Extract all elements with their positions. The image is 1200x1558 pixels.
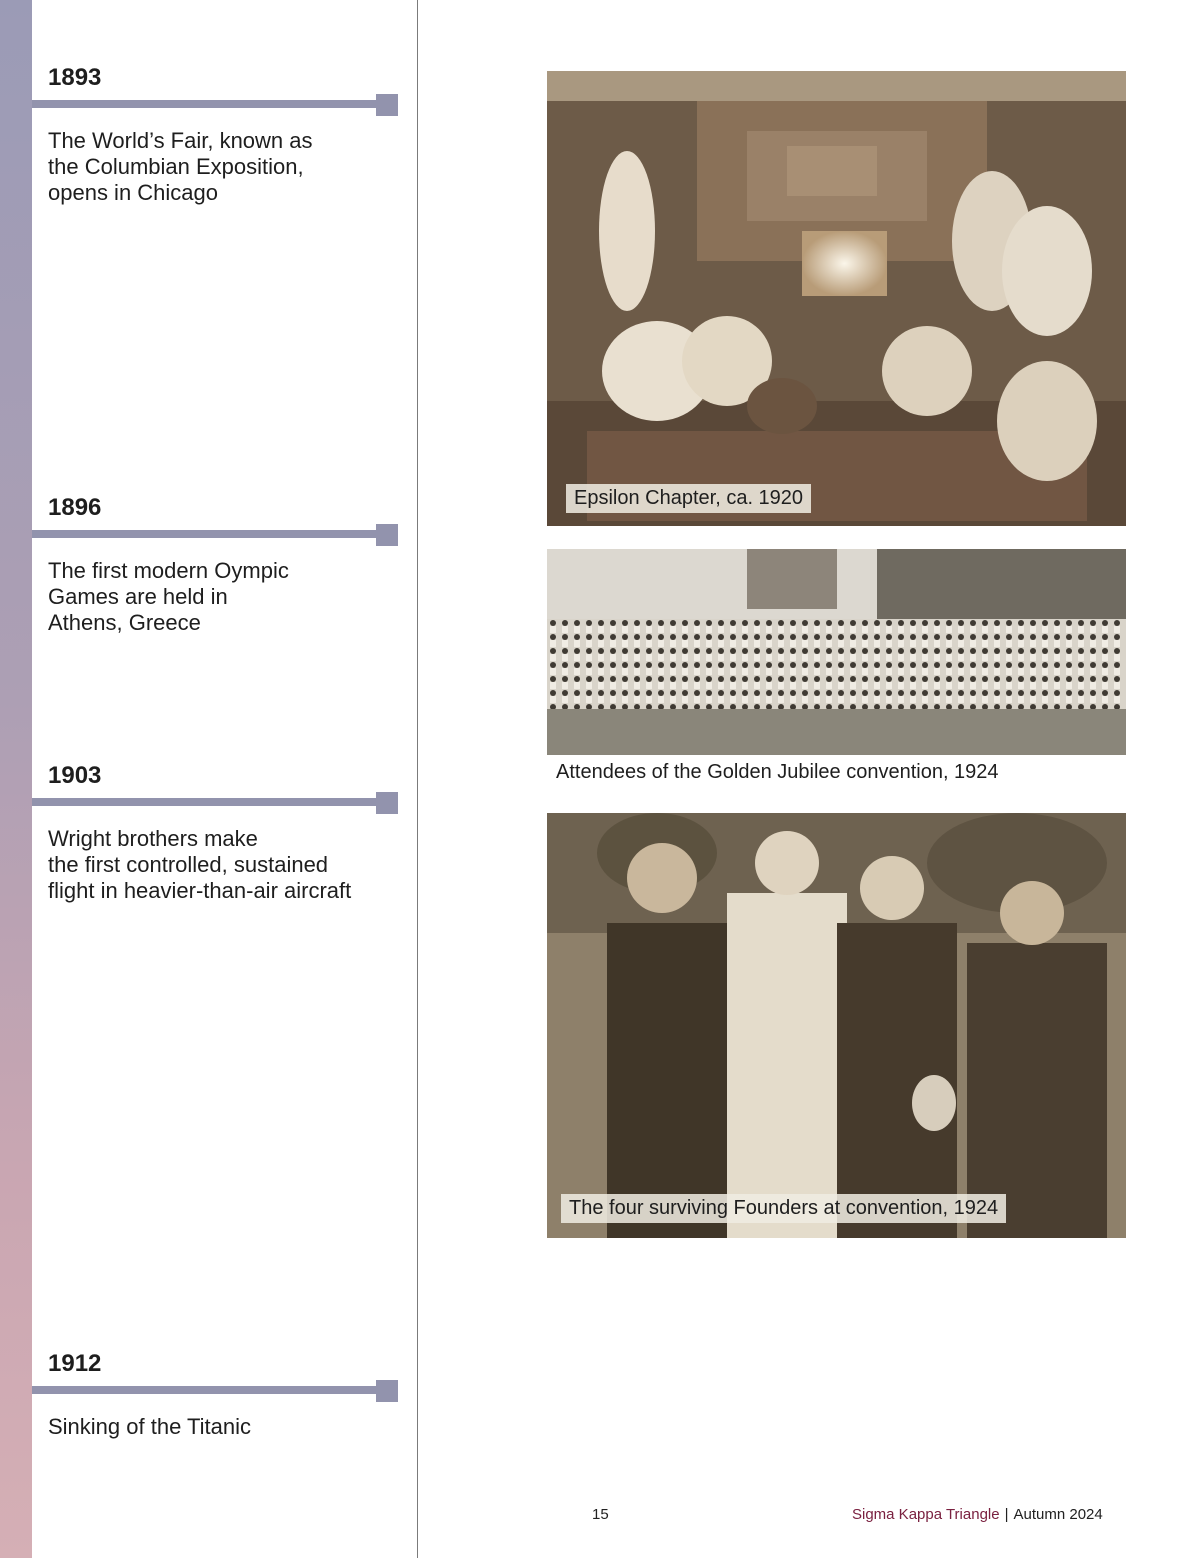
sepia-photo-fireplace-group (547, 71, 1126, 526)
event-description: Sinking of the Titanic (48, 1414, 252, 1439)
timeline-rule-marker (376, 94, 398, 116)
photo-four-founders (547, 813, 1126, 1238)
photo-caption: Epsilon Chapter, ca. 1920 (566, 484, 811, 513)
issue-label: Autumn 2024 (1013, 1506, 1103, 1523)
photo-golden-jubilee (547, 549, 1126, 755)
timeline-gradient-bar (0, 0, 32, 1558)
timeline-rule (32, 1386, 382, 1394)
timeline-rule (32, 798, 382, 806)
publication-name: Sigma Kappa Triangle (852, 1506, 1000, 1523)
photo-epsilon-chapter (547, 71, 1126, 526)
event-description: Wright brothers make the first controlled, sustained flight in heavier-than-air aircraft (48, 826, 352, 903)
timeline-rule-marker (376, 792, 398, 814)
event-year: 1893 (48, 64, 102, 91)
column-divider (417, 0, 418, 1558)
photo-caption: The four surviving Founders at convention, 1924 (561, 1194, 1006, 1223)
event-description: The World’s Fair, known as the Columbian Exposition, opens in Chicago (48, 128, 313, 205)
page-number: 15 (592, 1506, 609, 1523)
event-year: 1903 (48, 762, 102, 789)
event-description: The first modern Oympic Games are held in Athens, Greece (48, 558, 289, 635)
timeline-rule-marker (376, 524, 398, 546)
footer-separator: | (1004, 1506, 1009, 1523)
footer-publication-line (852, 1506, 1103, 1523)
sepia-photo-convention-crowd (547, 549, 1126, 755)
timeline-rule (32, 530, 382, 538)
photo-caption: Attendees of the Golden Jubilee convention, 1924 (556, 761, 999, 783)
timeline-rule (32, 100, 382, 108)
sepia-photo-four-women (547, 813, 1126, 1238)
event-year: 1896 (48, 494, 102, 521)
timeline-rule-marker (376, 1380, 398, 1402)
event-year: 1912 (48, 1350, 102, 1377)
